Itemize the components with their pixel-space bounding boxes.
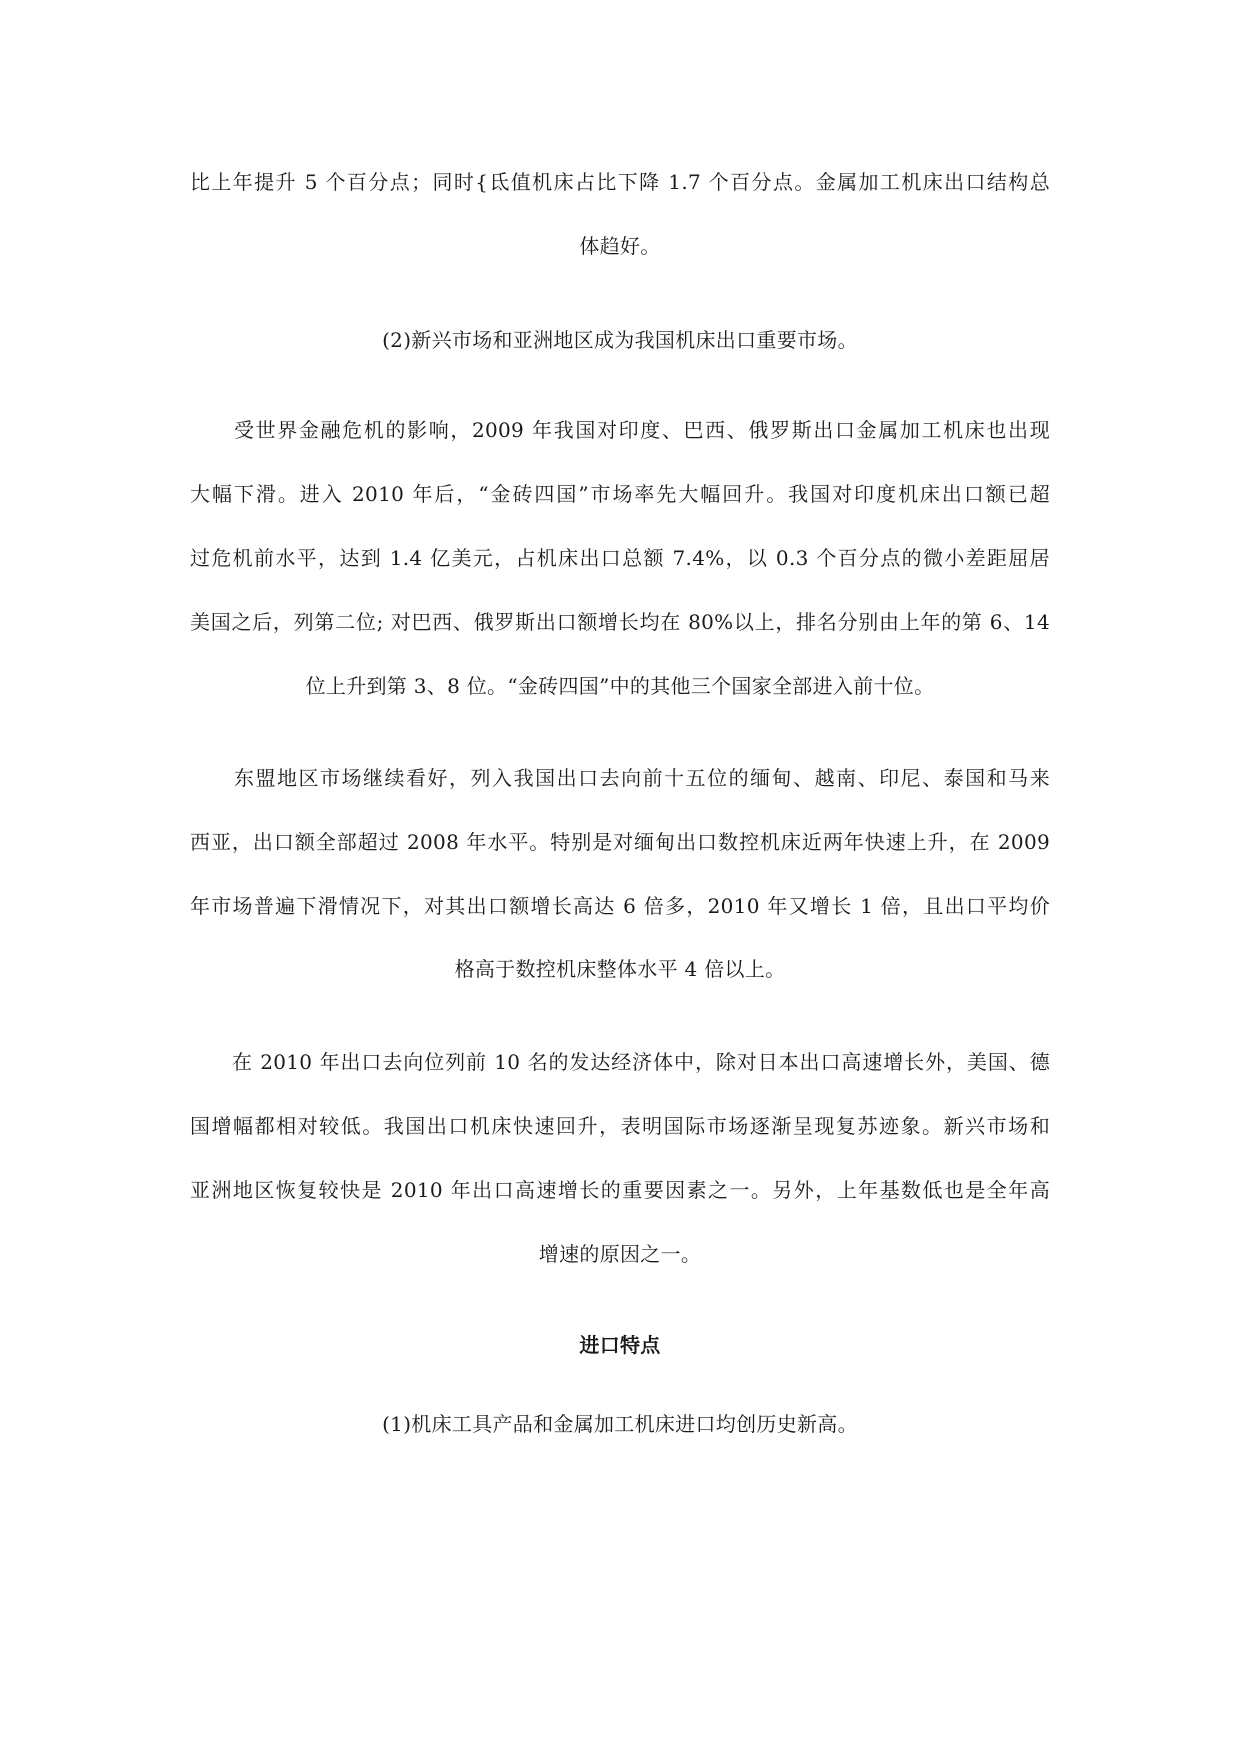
paragraph-3-line-4: 格高于数控机床整体水平 4 倍以上。 <box>454 957 786 981</box>
paragraph-1-line-1: 比上年提升 5 个百分点；同时{氐值机床占比下降 1.7 个百分点。金属加工机床出口结构总 <box>190 170 1050 194</box>
paragraph-3-line-3: 年市场普遍下滑情况下，对其出口额增长高达 6 倍多，2010 年又增长 1 倍，且出口平均价 <box>190 894 1050 918</box>
paragraph-4-line-3: 亚洲地区恢复较快是 2010 年出口高速增长的重要因素之一。另外，上年基数低也是全年高 <box>190 1178 1050 1202</box>
paragraph-3-line-2: 西亚，出口额全部超过 2008 年水平。特别是对缅甸出口数控机床近两年快速上升，在 2009 <box>190 830 1050 854</box>
paragraph-2-line-1: 受世界金融危机的影响，2009 年我国对印度、巴西、俄罗斯出口金属加工机床也出现 <box>234 418 1050 442</box>
subheading-2: (2)新兴市场和亚洲地区成为我国机床出口重要市场。 <box>382 328 858 352</box>
paragraph-4-line-4: 增速的原因之一。 <box>538 1242 702 1266</box>
paragraph-2-line-2: 大幅下滑。进入 2010 年后，“金砖四国”市场率先大幅回升。我国对印度机床出口额已超 <box>190 482 1050 506</box>
section-title: 进口特点 <box>579 1333 661 1357</box>
paragraph-4-line-1: 在 2010 年出口去向位列前 10 名的发达经济体中，除对日本出口高速增长外，美国、德 <box>232 1050 1050 1074</box>
paragraph-4-line-2: 国增幅都相对较低。我国出口机床快速回升，表明国际市场逐渐呈现复苏迹象。新兴市场和 <box>190 1114 1050 1138</box>
paragraph-2-line-5: 位上升到第 3、8 位。“金砖四国”中的其他三个国家全部进入前十位。 <box>305 674 935 698</box>
paragraph-1-line-2: 体趋好。 <box>579 234 661 258</box>
paragraph-3-line-1: 东盟地区市场继续看好，列入我国出口去向前十五位的缅甸、越南、印尼、泰国和马来 <box>234 766 1050 790</box>
paragraph-2-line-3: 过危机前水平，达到 1.4 亿美元，占机床出口总额 7.4%，以 0.3 个百分点的微小差距屈居 <box>190 546 1050 570</box>
paragraph-2-line-4: 美国之后，列第二位; 对巴西、俄罗斯出口额增长均在 80%以上，排名分别由上年的第 6、14 <box>190 610 1050 634</box>
subheading-3: (1)机床工具产品和金属加工机床进口均创历史新高。 <box>382 1412 858 1436</box>
